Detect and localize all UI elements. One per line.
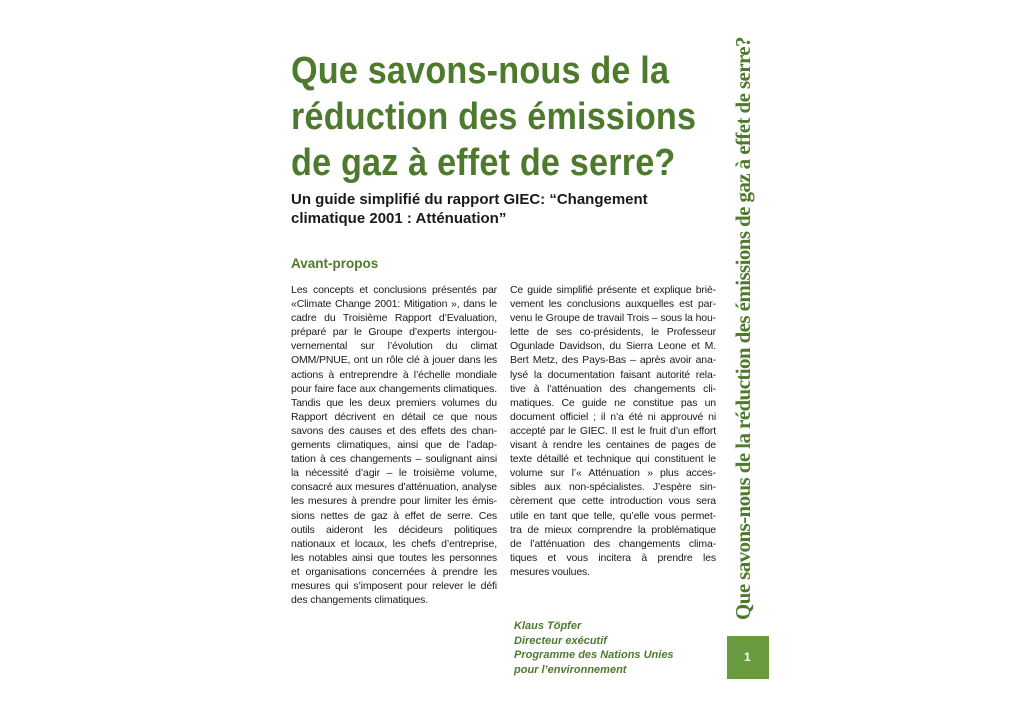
text-line: actions à entreprendre à l’échelle mondiale [291, 368, 497, 381]
text-line: gements climatiques, ainsi que de l’adap- [291, 439, 497, 452]
document-subtitle [291, 190, 721, 228]
text-line: venu le Groupe de travail Trois – sous la hou- [510, 312, 716, 325]
vertical-running-title: Que savons-nous de la réduction des émissions de gaz à effet de serre? [731, 37, 755, 620]
text-line: consacré aux mesures d’atténuation, analyse [291, 481, 497, 494]
text-line: tation à ces changements – soulignant ainsi [291, 453, 497, 466]
text-line: OMM/PNUE, ont un rôle clé à jouer dans les [291, 354, 497, 367]
signature-name: Klaus Töpfer [514, 620, 582, 632]
text-line: volume sur l’« Atténuation » plus acces- [510, 467, 716, 480]
text-line: Ce guide simplifié présente et explique briè- [510, 284, 716, 296]
text-line: la nécessité d’agir – le troisième volume, [291, 467, 497, 480]
text-line: des changements climatiques. [291, 594, 429, 607]
text-line: tiques et vous incitera à prendre les [510, 551, 716, 564]
signature-role: Directeur exécutif [514, 634, 607, 647]
text-line: nationaux et locaux, les chefs d’entreprise, [291, 537, 497, 550]
section-heading: Avant-propos [291, 256, 379, 271]
text-line: «Climate Change 2001: Mitigation », dans le [291, 298, 497, 311]
text-line: de l’atténuation des changements clima- [510, 537, 716, 550]
text-line: document officiel ; il n’a été ni approuvé ni [510, 410, 716, 423]
text-line: les notables ainsi que toutes les personnes [291, 551, 497, 564]
text-line: texte détaillé et technique qui constituent le [510, 453, 716, 466]
text-line: matiques. Ce guide ne constitue pas un [510, 396, 716, 409]
page-number: 1 [744, 650, 751, 664]
text-line: savons des causes et des effets des chan- [291, 424, 497, 437]
text-line: accepté par le GIEC. Il est le fruit d’un effort [510, 424, 716, 437]
text-line: mesures qui s’imposent pour relever le défi [291, 579, 497, 592]
text-line: cadre du Troisième Rapport d’Evaluation, [291, 312, 497, 325]
text-line: tra de mieux comprendre la problématique [510, 523, 716, 536]
title-line-3: de gaz à effet de serre? [291, 142, 676, 184]
text-line: Rapport décrivent en détail ce que nous [291, 410, 497, 423]
text-line: Tandis que les deux premiers volumes du [291, 396, 497, 409]
left-text-column [291, 283, 497, 607]
text-line: lette de ses co-présidents, le Professeur [510, 326, 716, 339]
text-line: les mesures à prendre pour limiter les émis- [291, 495, 497, 508]
text-line: et organisations concernées à prendre les [291, 565, 497, 578]
signature-org-line-1: Programme des Nations Unies [514, 649, 674, 662]
text-line: mesures voulues. [510, 565, 590, 578]
text-line: Bert Metz, des Pays-Bas – après avoir ana- [510, 354, 716, 367]
text-line: sibles aux non-spécialistes. J’espère sin- [510, 481, 716, 494]
text-line: vement les conclusions auxquelles est par- [510, 298, 716, 311]
signature-org-line-2: pour l’environnement [514, 663, 627, 676]
text-line: outils aideront les décideurs politiques [291, 523, 497, 536]
document-title [291, 48, 697, 186]
text-line: Les concepts et conclusions présentés par [291, 284, 497, 296]
right-text-column [510, 283, 716, 579]
text-line: préparé par le Groupe d’experts intergou- [291, 326, 497, 339]
text-line: tive à l’atténuation des changements cli- [510, 382, 716, 395]
text-line: cèrement que cette introduction vous sera [510, 495, 716, 508]
subtitle-line-1: Un guide simplifié du rapport GIEC: “Changement [291, 191, 648, 208]
subtitle-line-2: climatique 2001 : Atténuation” [291, 210, 507, 227]
text-line: Ogunlade Davidson, du Sierra Leone et M. [510, 340, 716, 353]
signature-block [514, 619, 674, 677]
text-line: utile en tant que telle, qu’elle vous permet- [510, 509, 716, 522]
text-line: lysé la documentation faisant autorité rela- [510, 368, 716, 381]
title-line-2: réduction des émissions [291, 96, 697, 138]
text-line: vernemental sur l’évolution du climat [291, 340, 497, 353]
title-line-1: Que savons-nous de la [291, 50, 670, 92]
text-line: pour faire face aux changements climatiques. [291, 382, 497, 395]
text-line: sions nettes de gaz à effet de serre. Ces [291, 509, 497, 522]
text-line: visant à rendre les centaines de pages de [510, 439, 716, 452]
